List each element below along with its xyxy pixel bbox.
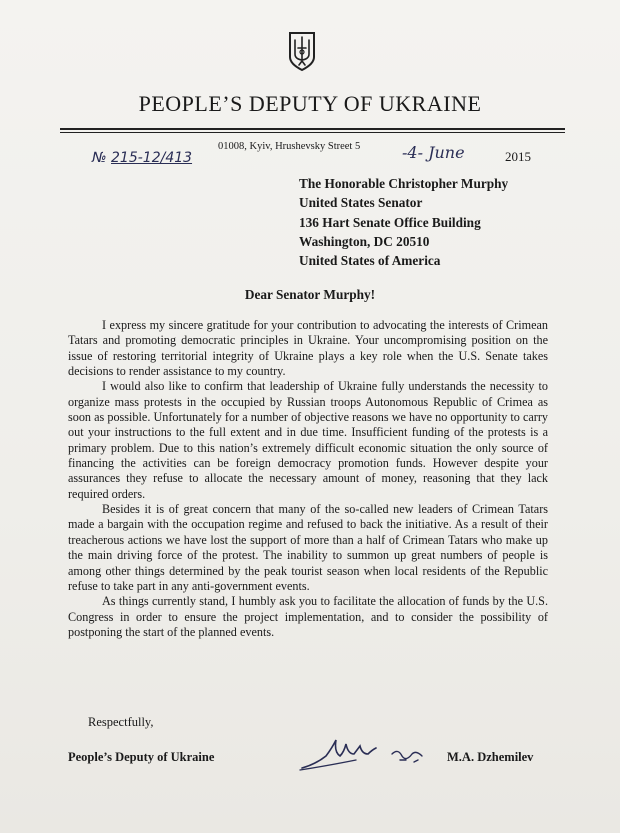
reference-value: 215-12/413 <box>111 150 193 166</box>
recipient-address <box>299 174 508 270</box>
signatory-name: M.A. Dzhemilev <box>447 750 534 764</box>
body-paragraph: As things currently stand, I humbly ask you to facilitate the allocation of funds by the U.S. Congress in order to ensure the project implementation, and to consider the possibility of postponing the start of the planned events. <box>68 594 548 639</box>
header-rule-thin <box>60 132 565 133</box>
recipient-line: 136 Hart Senate Office Building <box>299 214 481 230</box>
recipient-line: United States Senator <box>299 195 423 211</box>
handwritten-date: -4- June <box>402 143 465 162</box>
date-year: 2015 <box>505 149 531 164</box>
header-rule-thick <box>60 128 565 130</box>
closing: Respectfully, <box>88 715 154 729</box>
reference-prefix: № <box>92 150 107 166</box>
salutation: Dear Senator Murphy! <box>244 287 376 302</box>
body-paragraph: I express my sincere gratitude for your contribution to advocating the interests of Crimean Tatars and promoting democratic principles in Ukraine. Your uncompromising position on the issue of restoring territorial integrity of Ukraine plays a key role when the U.S. Senate takes decisions to render assistance to my country. <box>68 318 548 379</box>
letterhead-address: 01008, Kyiv, Hrushevsky Street 5 <box>218 141 361 152</box>
reference-number <box>92 150 192 166</box>
letter-body <box>68 318 548 640</box>
recipient-line: The Honorable Christopher Murphy <box>299 176 509 191</box>
handwritten-signature-icon <box>296 726 436 776</box>
body-paragraph: I would also like to confirm that leadership of Ukraine fully understands the necessity to organize mass protests in the occupied by Russian troops Autonomous Republic of Crimea as soon as possible. Unfortunately for a number of objective reasons we have no opportunity to carry out your instructions to the full extent and in due time. Insufficient funding of the protests is a primary problem. Due to this nation’s extremely difficult economic situation the only source of financing the activities can be foreign democracy promotion funds. However despite your assurances they refuse to allocate the necessary amount of money, reasoning that they lack required orders. <box>68 379 548 501</box>
signatory-title: People’s Deputy of Ukraine <box>68 750 215 764</box>
body-paragraph: Besides it is of great concern that many of the so-called new leaders of Crimean Tatars made a bargain with the occupation regime and refused to back the initiative. As a result of their treacherous actions we have lost the support of more than a half of Crimean Tatars who make up the main driving force of the protest. The inability to summon up great numbers of people is among other things determined by the peak tourist season when local residents of the Republic refuse to take part in any anti-government events. <box>68 502 548 593</box>
recipient-line: Washington, DC 20510 <box>299 233 430 249</box>
trident-emblem-icon <box>287 30 317 72</box>
letterhead-title: PEOPLE’S DEPUTY OF UKRAINE <box>138 91 482 116</box>
recipient-line: United States of America <box>299 253 441 269</box>
